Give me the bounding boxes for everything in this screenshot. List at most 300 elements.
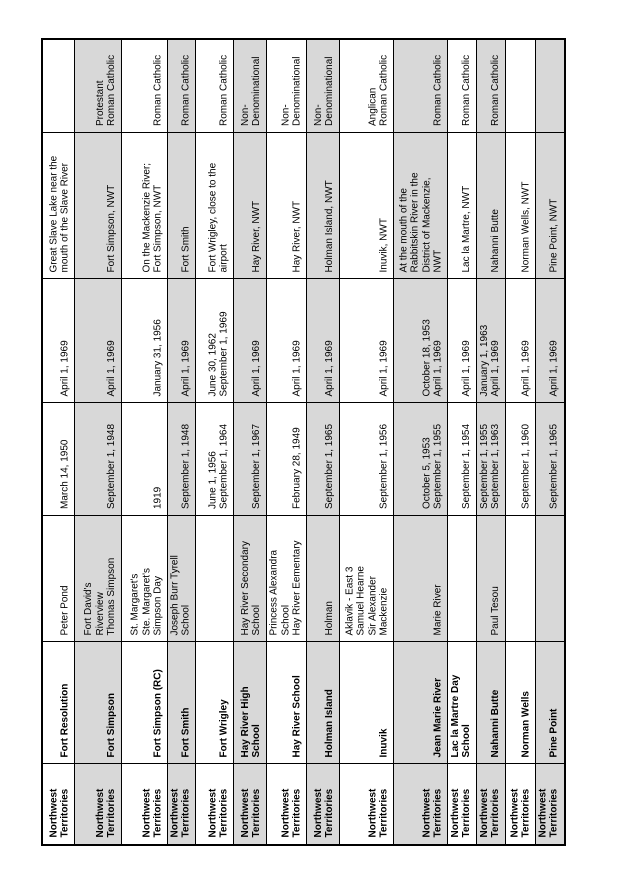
rotated-text-block [169,41,194,131]
rotated-text-block [395,517,446,640]
rotated-text-block [507,134,534,277]
cell-territory [75,764,122,844]
rotated-text-block [235,41,265,131]
rotated-text-block [235,643,265,762]
cell-date-opened [234,403,267,516]
cell-line: Northwest [537,788,549,838]
cell-date-opened [536,403,564,516]
rotated-text-block [341,404,392,514]
rotated-text-block [235,404,265,514]
cell-line: Fort Simpson, NWT [106,184,118,272]
rotated-text-block [341,280,392,401]
rotated-text-block [268,41,305,131]
rotated-text-block [76,517,120,640]
cell-location [394,133,448,279]
rotated-text-block [123,41,166,131]
rotated-text-block [341,766,392,843]
cell-line: Fort Simpson [106,692,118,757]
cell-line: Fort Wrigley, close to the [206,162,218,272]
cell-date-closed [448,279,477,403]
cell-date-opened [168,403,196,516]
cell-religion [234,40,267,133]
cell-territory [267,764,307,844]
rotated-text-block [123,404,166,514]
cell-territory [43,764,75,844]
cell-line: January 31, 1956 [152,318,164,396]
cell-schools [196,516,234,642]
rotated-text-block [538,404,563,514]
cell-date-opened [307,403,340,516]
cell-schools [122,516,168,642]
cell-date-opened [267,403,307,516]
rotated-text-block [76,280,120,401]
cell-line: School [251,723,263,757]
cell-date-opened [196,403,234,516]
cell-line: Territories [251,788,263,838]
cell-community [394,642,448,764]
cell-line: April 1, 1969 [59,339,71,396]
cell-line: Northwest [508,788,520,838]
cell-line: School [279,604,291,635]
rotated-text-block [308,280,338,401]
cell-schools [477,516,506,642]
rotated-text-block [268,766,305,843]
cell-community [75,642,122,764]
cell-community [43,642,75,764]
cell-line: Roman Catholic [152,54,164,126]
cell-line: September 1, 1948 [180,423,192,509]
cell-line: Aklavik - East 3 [343,566,355,635]
cell-line: April 1, 1969 [432,339,444,396]
rotated-text-block [395,280,446,401]
cell-line: Pine Point [548,708,560,757]
cell-date-opened [340,403,394,516]
rotated-text-block [235,280,265,401]
cell-line: January 1, 1963 [478,324,490,396]
rotated-text-block [197,517,232,640]
cell-line: September 1, 1964 [218,423,230,509]
cell-community [122,642,168,764]
cell-line: September 1, 1967 [251,423,263,509]
cell-location [477,133,506,279]
cell-line: Protestant [94,80,106,126]
cell-line: St. Margaret's [129,573,141,635]
cell-line: April 1, 1969 [548,339,560,396]
rotated-text-block [341,41,392,131]
cell-line: April 1, 1969 [461,339,473,396]
cell-line: Territories [106,788,118,838]
rotated-text-block [395,766,446,843]
rotated-text-block [44,517,73,640]
rotated-text-block [341,517,392,640]
cell-line: District of Mackenzie, [420,176,432,272]
cell-line: September 1, 1955 [478,423,490,509]
cell-line: Hay River Secondary [239,540,251,635]
cell-religion [43,40,75,133]
rotated-text-block [449,643,475,762]
cell-community [168,642,196,764]
cell-line: April 1, 1969 [180,339,192,396]
cell-line: Fort David's [83,581,95,635]
cell-territory [234,764,267,844]
rotated-text-block [538,280,563,401]
cell-line: April 1, 1969 [378,339,390,396]
cell-line: Nahanni Butte [490,689,502,757]
cell-line: Territories [152,788,164,838]
rotated-text-block [478,404,504,514]
cell-date-closed [196,279,234,403]
cell-line: Marie River [432,583,444,635]
rotated-text-block [235,766,265,843]
cell-line: Hay River School [291,674,303,757]
cell-line: Paul Tesou [490,585,502,635]
rotated-text-block [507,404,534,514]
cell-line: Northwest [366,788,378,838]
cell-date-closed [340,279,394,403]
cell-line: Roman Catholic [378,54,390,126]
rotated-text-block [268,517,305,640]
cell-line: Territories [324,788,336,838]
cell-line: Non- [279,104,291,126]
rotated-text-block [308,517,338,640]
cell-line: April 1, 1969 [520,339,532,396]
rotated-text-block [449,280,475,401]
rotated-text-block [197,404,232,514]
cell-line: Norman Wells, NWT [520,181,532,272]
rotated-text-block [507,517,534,640]
cell-line: September 1, 1965 [324,423,336,509]
cell-line: Northwest [420,788,432,838]
cell-line: Territories [520,788,532,838]
rotated-text-block [76,766,120,843]
cell-line: Hay River, NWT [291,200,303,272]
rotated-text-block [197,134,232,277]
cell-line: March 14, 1950 [59,439,71,509]
cell-line: School [251,604,263,635]
cell-territory [506,764,536,844]
cell-line: September 1, 1954 [461,423,473,509]
cell-territory [394,764,448,844]
cell-line: Hay River, NWT [251,200,263,272]
cell-schools [536,516,564,642]
rotated-text-block [169,134,194,277]
cell-location [43,133,75,279]
cell-location [122,133,168,279]
rotated-text-block [169,404,194,514]
rotated-text-block [268,134,305,277]
cell-religion [448,40,477,133]
rotated-text-block [507,766,534,843]
cell-line: Princess Alexandra [268,549,280,635]
cell-line: Northwest [168,788,180,838]
cell-line: Territories [548,788,560,838]
cell-date-closed [43,279,75,403]
cell-line: Northwest [47,788,59,838]
cell-line: Mackenzie [378,587,390,635]
cell-location [234,133,267,279]
rotated-text-block [197,766,232,843]
cell-date-opened [43,403,75,516]
cell-line: Anglican [366,87,378,126]
rotated-text-block [169,517,194,640]
cell-religion [394,40,448,133]
rotated-text-block [308,766,338,843]
rotated-text-block [449,517,475,640]
cell-line: Fort Simpson, NWT [152,184,164,272]
cell-line: Non- [239,104,251,126]
cell-line: Riverview [94,591,106,635]
cell-religion [340,40,394,133]
rotated-text-block [76,643,120,762]
cell-territory [196,764,234,844]
cell-religion [267,40,307,133]
cell-date-closed [122,279,168,403]
cell-line: mouth of the Slave River [59,162,71,272]
cell-location [448,133,477,279]
cell-schools [307,516,340,642]
cell-line: Northwest [279,788,291,838]
cell-line: Territories [490,788,502,838]
cell-line: Northwest [140,788,152,838]
cell-line: Inuvik, NWT [378,217,390,272]
rotated-text-block [538,41,563,131]
rotated-text-block [76,134,120,277]
cell-line: June 1, 1956 [206,451,218,509]
cell-line: Fort Wrigley [218,698,230,757]
rotated-text-block [478,766,504,843]
cell-line: Fort Resolution [59,683,71,757]
cell-community [307,642,340,764]
cell-line: Territories [461,788,473,838]
cell-line: Roman Catholic [461,54,473,126]
cell-line: Territories [432,788,444,838]
cell-community [477,642,506,764]
cell-line: airport [218,243,230,272]
cell-date-opened [75,403,122,516]
cell-line: June 30, 1962 [206,332,218,396]
rotated-text-block [341,643,392,762]
cell-line: February 28, 1949 [291,427,303,509]
cell-line: Denominational [324,56,336,126]
rotated-text-block [169,280,194,401]
cell-line: Northwest [312,788,324,838]
rotated-text-block [449,41,475,131]
cell-line: Denominational [291,56,303,126]
cell-location [307,133,340,279]
cell-line: Denominational [251,56,263,126]
rotated-text-block [76,41,120,131]
cell-religion [307,40,340,133]
cell-line: Lac la Martre Day [449,674,461,757]
cell-line: September 1, 1960 [520,423,532,509]
cell-line: Simpson Day [152,575,164,635]
cell-line: Holman Island, NWT [324,179,336,272]
cell-community [506,642,536,764]
cell-schools [394,516,448,642]
cell-line: Territories [378,788,390,838]
cell-schools [506,516,536,642]
rotated-text-block [123,134,166,277]
cell-location [168,133,196,279]
cell-date-opened [122,403,168,516]
cell-community [448,642,477,764]
cell-religion [168,40,196,133]
cell-date-closed [168,279,196,403]
cell-line: Peter Pond [59,584,71,635]
cell-line: Inuvik [378,728,390,757]
cell-line: April 1, 1969 [251,339,263,396]
rotated-text-block [449,134,475,277]
cell-line: On the Mackenzie River; [140,162,152,272]
cell-line: Roman Catholic [490,54,502,126]
cell-religion [536,40,564,133]
rotated-text-block [538,766,563,843]
cell-line: Hay River Eementary [291,539,303,635]
rotated-text-block [507,280,534,401]
cell-date-closed [267,279,307,403]
rotated-text-block [123,766,166,843]
rotated-text-block [341,134,392,277]
cell-line: April 1, 1969 [490,339,502,396]
cell-line: October 5, 1953 [420,437,432,509]
rotated-text-block [44,280,73,401]
cell-line: Lac la Martre, NWT [461,185,473,272]
rotated-text-block [169,643,194,762]
cell-territory [536,764,564,844]
cell-religion [122,40,168,133]
cell-line: September 1, 1955 [432,423,444,509]
cell-date-closed [394,279,448,403]
cell-line: Northwest [206,788,218,838]
cell-date-closed [506,279,536,403]
rotated-text-block [197,41,232,131]
rotated-text-block [538,517,563,640]
rotated-text-block [507,41,534,131]
cell-line: Northwest [449,788,461,838]
rotated-text-block [197,280,232,401]
rotated-text-block [507,643,534,762]
cell-line: Great Slave Lake near the [47,155,59,272]
rotated-text-block [44,41,73,131]
cell-line: Jean Marie River [432,677,444,757]
cell-location [267,133,307,279]
cell-community [234,642,267,764]
cell-line: Roman Catholic [106,54,118,126]
rotated-text-block [268,280,305,401]
rotated-text-block [76,404,120,514]
rotated-text-block [44,766,73,843]
rotated-text-block [308,41,338,131]
cell-date-closed [536,279,564,403]
cell-schools [340,516,394,642]
cell-line: Fort Smith [180,707,192,757]
cell-line: September 1, 1948 [106,423,118,509]
cell-line: Roman Catholic [218,54,230,126]
rotated-text-block [123,517,166,640]
cell-line: NWT [432,249,444,272]
cell-line: April 1, 1969 [324,339,336,396]
rotated-text-block [308,643,338,762]
cell-line: Holman Island [324,688,336,757]
cell-line: April 1, 1969 [106,339,118,396]
cell-line: Northwest [239,788,251,838]
cell-line: September 1, 1956 [378,423,390,509]
cell-line: Thomas Simpson [106,557,118,635]
cell-line: Territories [291,788,303,838]
cell-territory [307,764,340,844]
cell-line: Territories [218,788,230,838]
rotated-text-block [123,280,166,401]
rotated-text-block [478,41,504,131]
cell-date-closed [477,279,506,403]
rotated-text-block [478,134,504,277]
cell-schools [43,516,75,642]
rotated-text-block [449,766,475,843]
rotated-text-block [478,517,504,640]
cell-religion [75,40,122,133]
cell-date-opened [506,403,536,516]
rotated-text-block [538,134,563,277]
rotated-text-block [308,134,338,277]
cell-territory [168,764,196,844]
cell-line: Hay River High [239,685,251,757]
cell-line: School [461,723,473,757]
cell-line: October 18, 1953 [420,318,432,396]
cell-schools [234,516,267,642]
cell-schools [168,516,196,642]
cell-line: April 1, 1969 [291,339,303,396]
rotated-text-block [308,404,338,514]
cell-territory [448,764,477,844]
cell-line: Nahanni Butte [490,208,502,272]
cell-religion [506,40,536,133]
cell-location [196,133,234,279]
cell-location [75,133,122,279]
cell-location [506,133,536,279]
rotated-text-block [268,643,305,762]
cell-religion [196,40,234,133]
cell-religion [477,40,506,133]
rotated-text-block [44,404,73,514]
cell-date-closed [234,279,267,403]
cell-line: Fort Simpson (RC) [152,668,164,757]
cell-territory [477,764,506,844]
cell-line: Northwest [478,788,490,838]
cell-line: Norman Wells [520,690,532,757]
cell-line: Non- [312,104,324,126]
cell-line: Joseph Burr Tyrell [168,554,180,635]
cell-line: 1919 [152,486,164,509]
rotated-text-block [538,643,563,762]
cell-date-opened [394,403,448,516]
cell-schools [75,516,122,642]
cell-territory [122,764,168,844]
cell-community [267,642,307,764]
cell-line: Roman Catholic [432,54,444,126]
cell-date-opened [448,403,477,516]
cell-line: Rabbitskin River in the [409,171,421,272]
rotated-text-block [169,766,194,843]
cell-date-closed [307,279,340,403]
cell-line: Pine Point, NWT [548,198,560,272]
cell-date-opened [477,403,506,516]
cell-schools [267,516,307,642]
rotated-text-block [268,404,305,514]
rotated-text-block [123,643,166,762]
cell-community [196,642,234,764]
rotated-text-block [478,643,504,762]
cell-line: Fort Smith [180,225,192,272]
